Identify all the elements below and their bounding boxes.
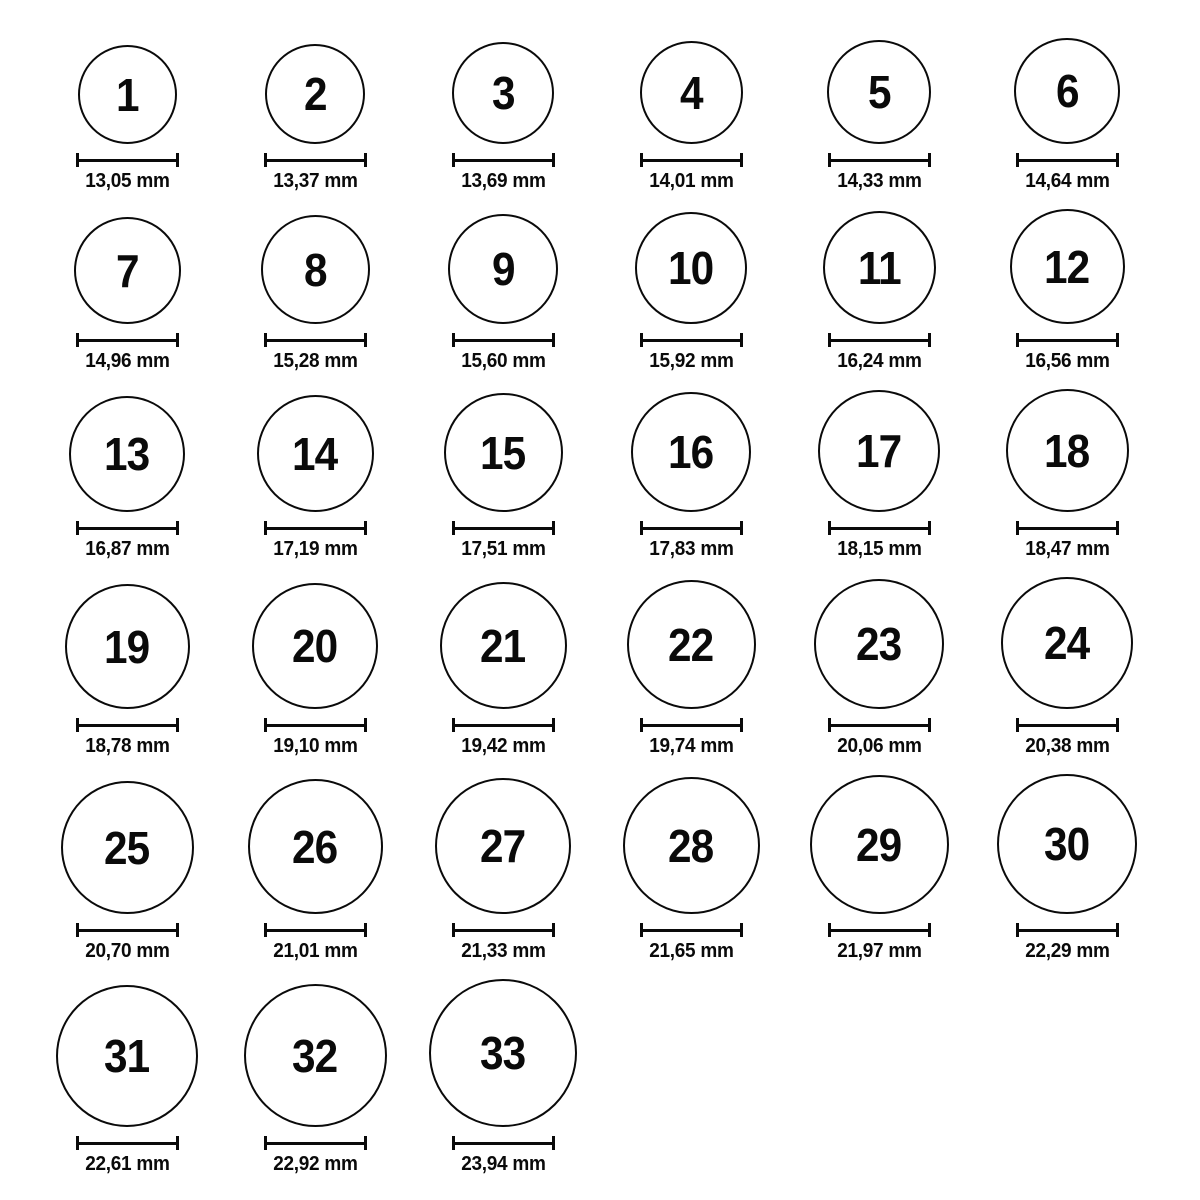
size-circle (444, 393, 563, 512)
size-number: 9 (491, 243, 515, 295)
ring-size-item (973, 389, 1161, 560)
ring-size-item (409, 393, 597, 560)
diameter-ruler (1016, 333, 1119, 347)
diameter-label: 19,74 mm (648, 735, 734, 757)
diameter-ruler (76, 521, 179, 535)
ring-size-row (33, 774, 1200, 962)
ring-size-item (409, 979, 597, 1175)
size-circle (265, 44, 365, 144)
size-circle (1010, 209, 1125, 324)
diameter-ruler (1016, 153, 1119, 167)
ring-size-item (785, 775, 973, 962)
ring-size-item (785, 579, 973, 757)
size-number: 15 (480, 426, 526, 479)
size-circle (1014, 38, 1120, 144)
size-number: 24 (1044, 617, 1090, 669)
diameter-ruler (76, 718, 179, 732)
diameter-ruler (1016, 718, 1119, 732)
diameter-label: 20,38 mm (1024, 735, 1110, 757)
size-circle (1006, 389, 1129, 512)
ring-size-item (973, 38, 1161, 192)
ring-size-row (33, 389, 1200, 560)
diameter-ruler (828, 521, 931, 535)
diameter-label: 21,97 mm (836, 940, 922, 962)
size-circle (814, 579, 944, 709)
size-circle (78, 45, 177, 144)
size-circle (818, 390, 940, 512)
size-circle (257, 395, 374, 512)
diameter-label: 22,29 mm (1024, 940, 1110, 962)
ring-size-item (597, 212, 785, 372)
diameter-ruler (452, 333, 555, 347)
size-number: 12 (1044, 240, 1090, 293)
size-circle (810, 775, 949, 914)
ring-size-item (33, 45, 221, 192)
size-circle (69, 396, 185, 512)
ring-size-row (33, 38, 1200, 192)
size-number: 25 (104, 821, 150, 874)
ring-size-item (973, 209, 1161, 372)
diameter-ruler (1016, 923, 1119, 937)
size-number: 21 (480, 619, 526, 672)
size-number: 8 (303, 243, 327, 296)
diameter-label: 14,96 mm (84, 350, 170, 372)
size-number: 14 (292, 427, 338, 480)
diameter-ruler (76, 1136, 179, 1150)
size-number: 29 (856, 818, 902, 871)
size-circle (56, 985, 198, 1127)
diameter-ruler (452, 1136, 555, 1150)
size-circle (448, 214, 558, 324)
size-number: 2 (303, 68, 327, 120)
diameter-ruler (452, 153, 555, 167)
diameter-ruler (264, 923, 367, 937)
ring-size-item (33, 396, 221, 560)
ring-size-item (33, 985, 221, 1175)
diameter-label: 21,65 mm (648, 940, 734, 962)
size-number: 27 (480, 820, 526, 872)
ring-size-item (409, 582, 597, 757)
size-circle (74, 217, 181, 324)
size-circle (640, 41, 743, 144)
ring-size-row (33, 577, 1200, 757)
diameter-ruler (640, 153, 743, 167)
size-circle (435, 778, 571, 914)
size-circle (827, 40, 931, 144)
diameter-label: 14,64 mm (1024, 170, 1110, 192)
diameter-ruler (76, 333, 179, 347)
diameter-label: 21,33 mm (460, 940, 546, 962)
size-number: 28 (668, 819, 714, 872)
diameter-label: 18,15 mm (836, 538, 922, 560)
size-circle (440, 582, 567, 709)
diameter-label: 19,10 mm (272, 735, 358, 757)
size-circle (248, 779, 383, 914)
diameter-ruler (828, 153, 931, 167)
ring-size-item (973, 577, 1161, 757)
diameter-ruler (452, 521, 555, 535)
size-circle (635, 212, 747, 324)
ring-size-item (409, 778, 597, 962)
size-number: 16 (668, 426, 714, 478)
ring-size-item (221, 984, 409, 1175)
diameter-label: 19,42 mm (460, 735, 546, 757)
size-circle (429, 979, 577, 1127)
size-number: 31 (104, 1030, 150, 1082)
diameter-label: 16,24 mm (836, 350, 922, 372)
size-circle (1001, 577, 1133, 709)
diameter-label: 16,56 mm (1024, 350, 1110, 372)
size-circle (65, 584, 190, 709)
diameter-label: 18,47 mm (1024, 538, 1110, 560)
diameter-label: 22,92 mm (272, 1153, 358, 1175)
ring-size-item (597, 580, 785, 757)
size-circle (244, 984, 387, 1127)
size-number: 3 (491, 67, 515, 119)
size-number: 17 (856, 425, 902, 477)
diameter-ruler (452, 923, 555, 937)
size-number: 10 (668, 242, 714, 294)
size-number: 20 (292, 620, 338, 672)
diameter-label: 14,01 mm (648, 170, 734, 192)
diameter-ruler (828, 923, 931, 937)
diameter-label: 17,83 mm (648, 538, 734, 560)
diameter-label: 18,78 mm (84, 735, 170, 757)
size-circle (627, 580, 756, 709)
size-number: 32 (292, 1029, 338, 1082)
size-number: 26 (292, 820, 338, 873)
diameter-ruler (640, 923, 743, 937)
ring-size-item (33, 584, 221, 757)
diameter-ruler (640, 521, 743, 535)
size-number: 22 (668, 618, 714, 671)
size-circle (997, 774, 1137, 914)
size-number: 33 (480, 1027, 526, 1079)
diameter-label: 21,01 mm (272, 940, 358, 962)
size-circle (823, 211, 936, 324)
ring-size-item (409, 42, 597, 192)
diameter-ruler (452, 718, 555, 732)
diameter-ruler (640, 333, 743, 347)
diameter-ruler (640, 718, 743, 732)
diameter-ruler (76, 153, 179, 167)
diameter-ruler (828, 718, 931, 732)
ring-size-item (221, 779, 409, 962)
size-circle (452, 42, 554, 144)
ring-size-item (597, 41, 785, 192)
size-circle (61, 781, 194, 914)
diameter-label: 17,51 mm (460, 538, 546, 560)
ring-size-item (785, 390, 973, 560)
size-number: 6 (1055, 65, 1079, 117)
diameter-ruler (264, 1136, 367, 1150)
diameter-label: 15,28 mm (272, 350, 358, 372)
ring-size-item (221, 395, 409, 560)
diameter-ruler (264, 333, 367, 347)
diameter-label: 15,60 mm (460, 350, 546, 372)
diameter-label: 20,06 mm (836, 735, 922, 757)
ring-size-row (33, 979, 1200, 1175)
ring-size-item (785, 40, 973, 192)
diameter-ruler (264, 153, 367, 167)
size-number: 5 (867, 66, 891, 118)
ring-size-item (973, 774, 1161, 962)
ring-size-item (409, 214, 597, 372)
diameter-label: 13,37 mm (272, 170, 358, 192)
diameter-label: 20,70 mm (84, 940, 170, 962)
size-number: 1 (115, 68, 139, 121)
ring-size-item (33, 781, 221, 962)
size-number: 19 (104, 620, 150, 673)
size-number: 4 (679, 66, 703, 119)
ring-size-item (785, 211, 973, 372)
diameter-ruler (264, 521, 367, 535)
diameter-ruler (828, 333, 931, 347)
diameter-label: 13,69 mm (460, 170, 546, 192)
diameter-ruler (264, 718, 367, 732)
diameter-label: 23,94 mm (460, 1153, 546, 1175)
size-number: 23 (856, 618, 902, 670)
size-number: 7 (115, 244, 139, 297)
diameter-label: 16,87 mm (84, 538, 170, 560)
ring-size-item (597, 777, 785, 962)
diameter-label: 13,05 mm (84, 170, 170, 192)
ring-size-item (221, 215, 409, 372)
size-number: 13 (104, 428, 150, 480)
ring-size-item (33, 217, 221, 372)
ring-size-item (221, 583, 409, 757)
ring-size-row (33, 209, 1200, 372)
size-circle (623, 777, 760, 914)
diameter-label: 17,19 mm (272, 538, 358, 560)
size-number: 30 (1044, 818, 1090, 870)
diameter-ruler (76, 923, 179, 937)
diameter-ruler (1016, 521, 1119, 535)
diameter-label: 22,61 mm (84, 1153, 170, 1175)
size-number: 18 (1044, 424, 1090, 477)
ring-size-item (597, 392, 785, 560)
size-circle (261, 215, 370, 324)
diameter-label: 15,92 mm (648, 350, 734, 372)
size-circle (631, 392, 751, 512)
diameter-label: 14,33 mm (836, 170, 922, 192)
size-number: 11 (857, 241, 901, 294)
size-circle (252, 583, 378, 709)
ring-size-item (221, 44, 409, 192)
